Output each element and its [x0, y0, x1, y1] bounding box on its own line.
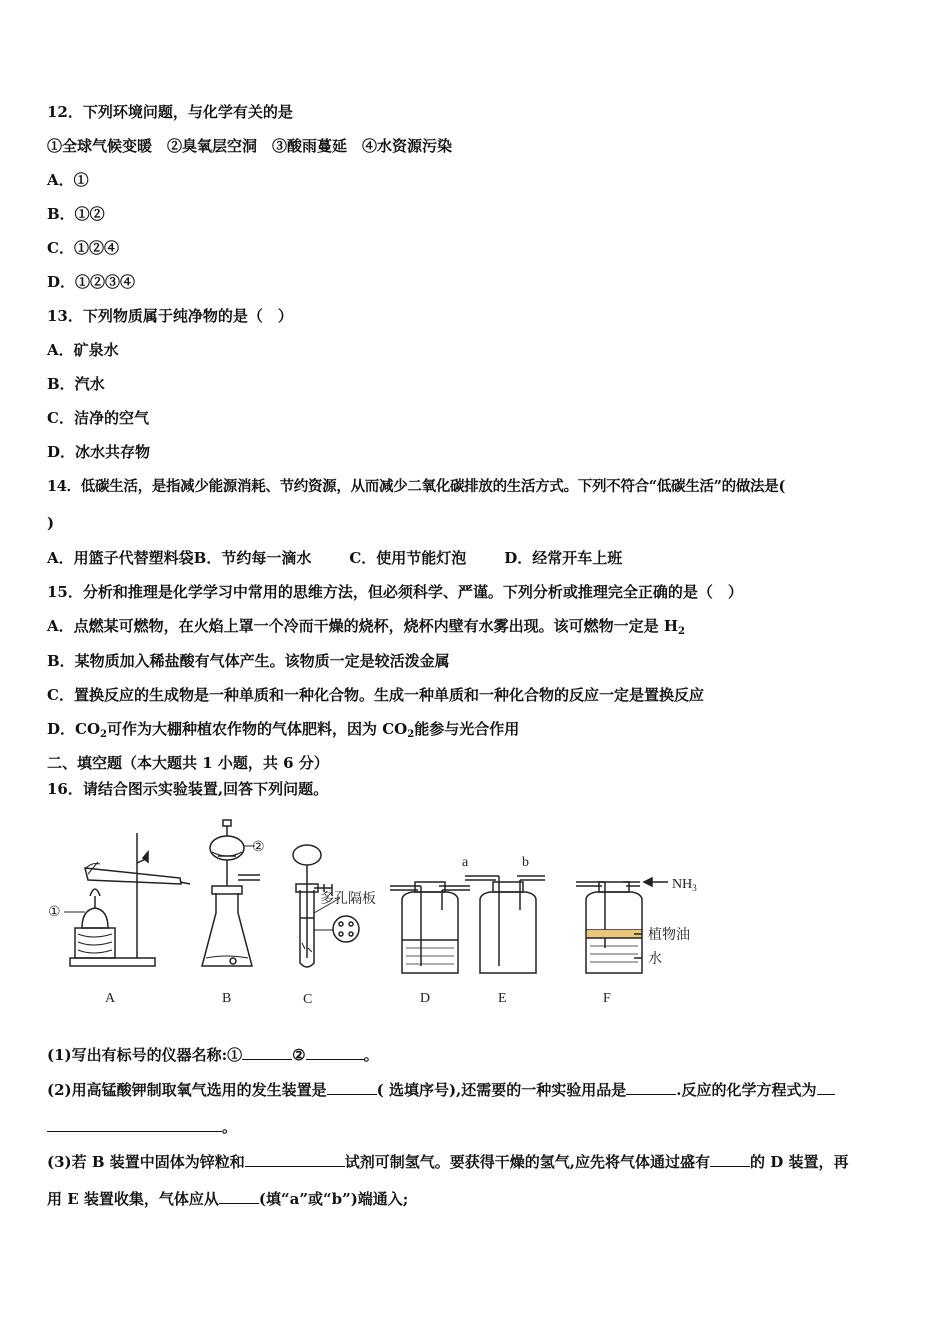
q15-stem: 15．分析和推理是化学学习中常用的思维方法，但必须科学、严谨。下列分析或推理完全正确的是（ ） — [47, 583, 743, 601]
q13-option-a: A．矿泉水 — [47, 341, 119, 359]
blank-5a[interactable] — [817, 1080, 835, 1095]
apparatus-figure — [40, 818, 740, 1018]
q14-stem-line1: 14．低碳生活，是指减少能源消耗、节约资源，从而减少二氧化碳排放的生活方式。下列不符合“低碳生活”的做法是( — [47, 478, 786, 495]
q16-stem: 16．请结合图示实验装置,回答下列问题。 — [47, 780, 329, 798]
q12-option-c: C．①②④ — [47, 239, 119, 257]
blank-6[interactable] — [245, 1152, 345, 1167]
blank-5[interactable] — [47, 1117, 222, 1132]
nh3-label: $NH_3$ — [672, 877, 697, 893]
blank-1[interactable] — [242, 1045, 292, 1060]
q12-items: ①全球气候变暖 ②臭氧层空洞 ③酸雨蔓延 ④水资源污染 — [47, 137, 453, 155]
port-b-label: b — [522, 855, 529, 870]
porous-plate-label: 多孔隔板 — [320, 891, 376, 907]
water-label: 水 — [648, 951, 662, 967]
q15-option-b: B．某物质加入稀盐酸有气体产生。该物质一定是较活泼金属 — [47, 652, 450, 670]
q13-option-c: C．洁净的空气 — [47, 409, 149, 427]
q13-option-d: D．冰水共存物 — [47, 443, 151, 461]
q14-option-a: A．用篮子代替塑料袋 — [47, 549, 194, 567]
blank-2[interactable] — [306, 1045, 364, 1060]
label-b: B — [222, 991, 232, 1006]
label-f: F — [603, 991, 611, 1006]
q14-stem-line2: ) — [47, 514, 55, 532]
apparatus-d — [390, 882, 470, 973]
port-a-label: a — [462, 855, 469, 870]
q16-part3-cont: 用 E 装置收集，气体应从 (填“a”或“b”)端通入; — [47, 1190, 409, 1208]
q14-option-c: C．使用节能灯泡 — [349, 549, 467, 567]
q16-part2: (2)用高锰酸钾制取氧气选用的发生装置是 ( 选填序号),还需要的一种实验用品是 .反应的化学方程式为 — [47, 1080, 835, 1100]
marker-2: ② — [252, 840, 265, 855]
q16-part1: (1)写出有标号的仪器名称:① ② 。 — [47, 1046, 379, 1064]
q16-part3: (3)若 B 装置中固体为锌粒和 试剂可制氢气。要获得干燥的氢气,应先将气体通过盛有 的 D 装置，再 — [47, 1153, 849, 1171]
blank-3[interactable] — [327, 1080, 377, 1095]
marker-1: ① — [48, 905, 61, 920]
label-c: C — [303, 992, 313, 1007]
q14-option-d: D．经常开车上班 — [504, 549, 623, 567]
blank-7[interactable] — [710, 1152, 750, 1167]
blank-8[interactable] — [219, 1189, 259, 1204]
q15-option-a: A．点燃某可燃物，在火焰上罩一个冷而干燥的烧杯，烧杯内壁有水雾出现。该可燃物一定是 $H_2$ — [47, 617, 686, 637]
q13-stem: 13．下列物质属于纯净物的是（ ） — [47, 307, 293, 325]
label-d: D — [420, 991, 431, 1006]
q14-option-b: B．节约每一滴水 — [193, 549, 312, 567]
q15-option-c: C．置换反应的生成物是一种单质和一种化合物。生成一种单质和一种化合物的反应一定是置换反应 — [47, 686, 704, 704]
q12-option-a: A．① — [47, 171, 89, 189]
section-title: 二、填空题（本大题共 1 小题，共 6 分） — [47, 754, 329, 772]
q12-option-b: B．①② — [47, 205, 105, 223]
q13-option-b: B．汽水 — [47, 375, 105, 393]
oil-label: 植物油 — [648, 927, 690, 943]
q16-part2-cont: 。 — [47, 1117, 237, 1137]
q15-option-d: D．$CO_2$可作为大棚种植农作物的气体肥料，因为 $CO_2$能参与光合作用 — [47, 720, 520, 740]
q12-stem: 12．下列环境问题，与化学有关的是 — [47, 103, 293, 121]
label-a: A — [105, 991, 116, 1006]
q14-options — [47, 548, 622, 568]
label-e: E — [498, 991, 507, 1006]
apparatus-e — [465, 876, 545, 973]
blank-4[interactable] — [626, 1080, 676, 1095]
q12-option-d: D．①②③④ — [47, 273, 136, 291]
apparatus-a — [70, 833, 190, 966]
